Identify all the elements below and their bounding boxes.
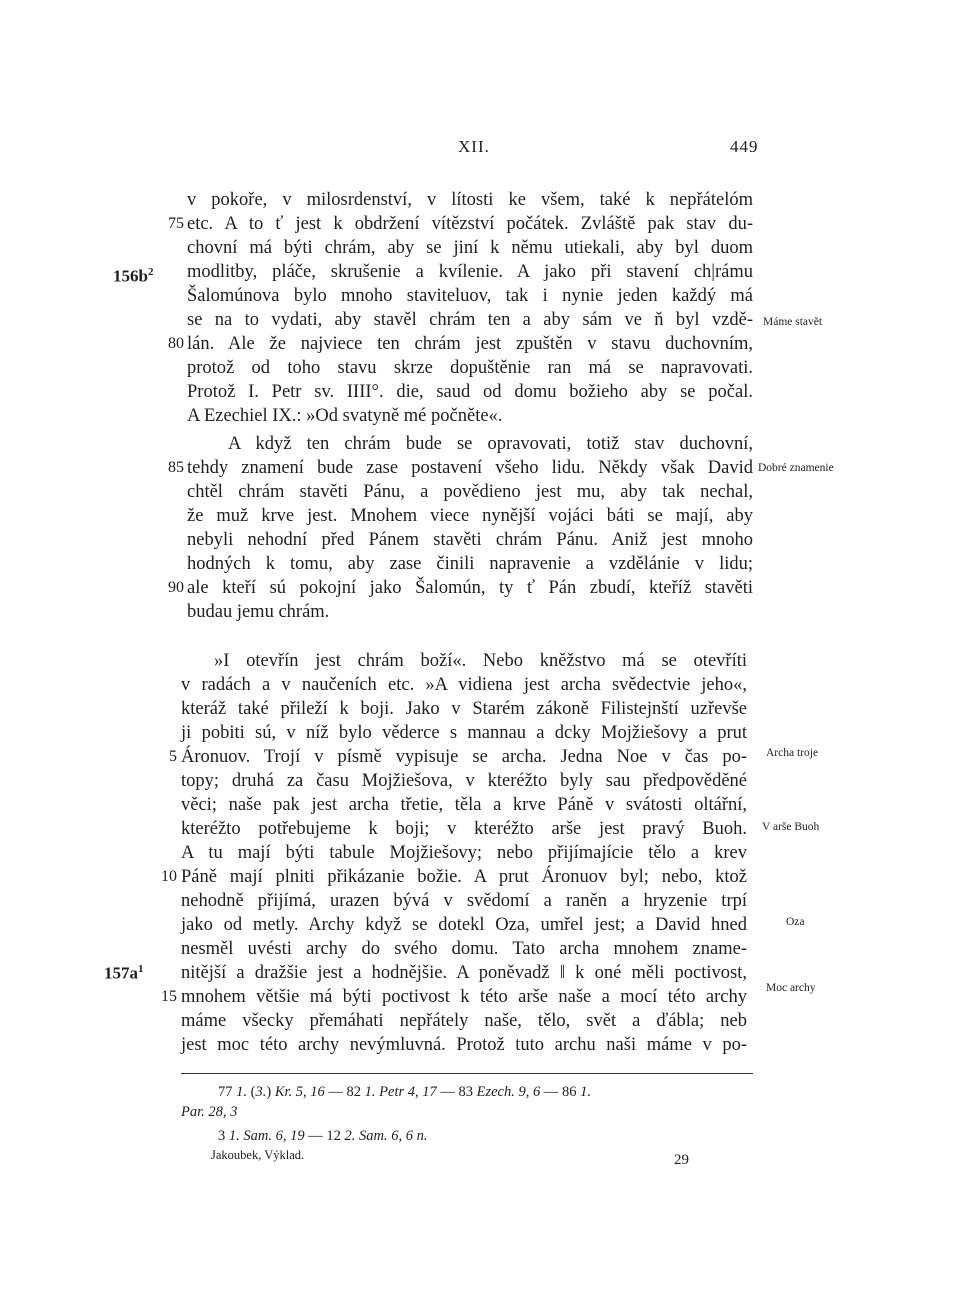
line-number: 15 <box>161 988 177 1005</box>
footnote-segment: ( <box>247 1084 256 1100</box>
text-line: věci; naše pak jest archa třetie, těla a krve Páně v svátosti oltářní, <box>181 795 747 815</box>
text-line: nesměl uvésti archy do svého domu. Tato archa mnohem zname- <box>181 939 747 959</box>
footnote-segment: — 82 <box>324 1084 365 1100</box>
text-line: etc. A to ť jest k obdržení vítězství počátek. Zvláště pak stav du- <box>187 214 753 234</box>
line-number: 75 <box>168 215 184 232</box>
text-line: A Ezechiel IX.: »Od svatyně mé počněte«. <box>187 406 503 426</box>
text-line: kteréžto potřebujeme k boji; v kteréžto arše jest pravý Buoh. <box>181 819 747 839</box>
folio-marker: $156b^2$ <box>113 266 154 286</box>
margin-note: Máme stavět <box>763 316 823 328</box>
text-line: Páně mají plniti přikázanie božie. A prut Áronuov byl; nebo, ktož <box>181 867 747 887</box>
line-number: 85 <box>168 459 184 476</box>
footnote-segment: — 83 <box>436 1084 477 1100</box>
text-line: nitější a dražšie jest a hodnějšie. A poněvadž ‖ k oné měli poctivost, <box>181 963 747 983</box>
text-line: chovní má býti chrám, aby se jiní k němu utiekali, aby byl duom <box>187 238 753 258</box>
margin-note: Archa troje <box>766 747 819 759</box>
margin-note: Moc archy <box>766 982 816 994</box>
text-line: tehdy znamení bude zase postavení všeho lidu. Někdy však David <box>187 458 753 478</box>
text-line: v radách a v naučeních etc. »A vidiena jest archa svědectvie jeho«, <box>181 675 747 695</box>
chapter-heading: XII. <box>458 137 490 156</box>
text-line: A když ten chrám bude se opravovati, totiž stav duchovní, <box>228 434 753 454</box>
footnote-rule <box>181 1073 753 1074</box>
text-line: mnohem většie má býti poctivost k této arše naše a mocí této archy <box>181 987 747 1007</box>
text-line: chtěl chrám stavěti Pánu, a povědieno jest mu, aby tak nechal, <box>187 482 753 502</box>
footnote-segment: 1. Petr 4, 17 <box>364 1084 437 1100</box>
footnote-line <box>218 1082 591 1102</box>
text-line: že muž krve jest. Mnohem viece nynější vojáci báti se mají, aby <box>187 506 753 526</box>
footnote-segment: — 12 <box>304 1128 345 1144</box>
text-line: budau jemu chrám. <box>187 602 330 622</box>
footnote-segment: 77 <box>218 1084 237 1100</box>
folio-marker: $157a^1$ <box>104 963 144 983</box>
footnote-segment: 3. <box>255 1084 267 1100</box>
margin-note: Dobré znamenie <box>758 462 834 474</box>
footnote-segment: Par. 28, 3 <box>181 1104 238 1120</box>
footnote-segment: — 86 <box>540 1084 581 1100</box>
footnote-segment: ) <box>266 1084 275 1100</box>
printer-signature: Jakoubek, Výklad. <box>211 1148 305 1162</box>
text-line: kteráž také přileží k boji. Jako v Starém zákoně Filistejnští uzřevše <box>181 699 747 719</box>
text-line: lán. Ale že najviece ten chrám jest zpuštěn v stavu duchovním, <box>187 334 753 354</box>
text-line: Protož I. Petr sv. IIII°. die, saud od domu božieho aby se počal. <box>187 382 753 402</box>
footnote-segment: 2. Sam. 6, 6 n. <box>344 1128 428 1144</box>
text-line: modlitby, pláče, skrušenie a kvílenie. A jako při stavení ch|rámu <box>187 262 753 282</box>
text-line: se na to vydati, aby stavěl chrám ten a aby sám ve ň byl vzdě- <box>187 310 753 330</box>
text-line: A tu mají býti tabule Mojžiešovy; nebo přijímajície tělo a krev <box>181 843 747 863</box>
margin-note: Oza <box>786 916 805 928</box>
footnote-segment: 3 <box>218 1128 229 1144</box>
sheet-number: 29 <box>674 1152 689 1168</box>
text-line: jest moc této archy nevýmluvná. Protož tuto archu naši máme v po- <box>181 1035 747 1055</box>
footnote-line <box>218 1126 427 1146</box>
text-line: ji pobiti sú, v níž bylo věderce s mannau a dcky Mojžiešovy a prut <box>181 723 747 743</box>
text-line: jako od metly. Archy když se dotekl Oza, umřel jest; a David hned <box>181 915 747 935</box>
text-line: hodných k tomu, aby zase činili napravenie a vzdělánie v lidu; <box>187 554 753 574</box>
text-line: »I otevřín jest chrám boží«. Nebo kněžstvo má se otevříti <box>214 651 747 671</box>
text-line: nebyli nehodní před Pánem stavěti chrám Pánu. Aniž jest mnoho <box>187 530 753 550</box>
text-line: ale kteří sú pokojní jako Šalomún, ty ť Pán zbudí, kteříž stavěti <box>187 578 753 598</box>
margin-note: V arše Buoh <box>762 821 820 833</box>
footnote-line <box>181 1102 237 1122</box>
text-line: Áronuov. Trojí v písmě vypisuje se archa. Jedna Noe v čas po- <box>181 747 747 767</box>
footnote-segment: 1. <box>236 1084 247 1100</box>
text-line: topy; druhá za času Mojžiešova, v kteréžto byly sau předpověděné <box>181 771 747 791</box>
text-line: máme všecky přemáhati nepřátely naše, tělo, svět a ďábla; neb <box>181 1011 747 1031</box>
page-number: 449 <box>730 137 759 156</box>
text-line: nehodně přijímá, urazen bývá v svědomí a raněn a hryzenie trpí <box>181 891 747 911</box>
line-number: 80 <box>168 335 184 352</box>
footnote-segment: Kr. 5, 16 <box>274 1084 325 1100</box>
footnote-segment: 1. Sam. 6, 19 <box>228 1128 305 1144</box>
text-line: v pokoře, v milosrdenství, v lítosti ke všem, také k nepřátelóm <box>187 190 753 210</box>
line-number: 90 <box>168 579 184 596</box>
text-line: protož od toho stavu skrze dopuštěnie ran má se napravovati. <box>187 358 753 378</box>
footnote-segment: Ezech. 9, 6 <box>476 1084 541 1100</box>
footnote-segment: 1. <box>580 1084 591 1100</box>
text-line: Šalomúnova bylo mnoho staviteluov, tak i nynie jeden každý má <box>187 286 753 306</box>
line-number: 5 <box>169 748 177 765</box>
line-number: 10 <box>161 868 177 885</box>
